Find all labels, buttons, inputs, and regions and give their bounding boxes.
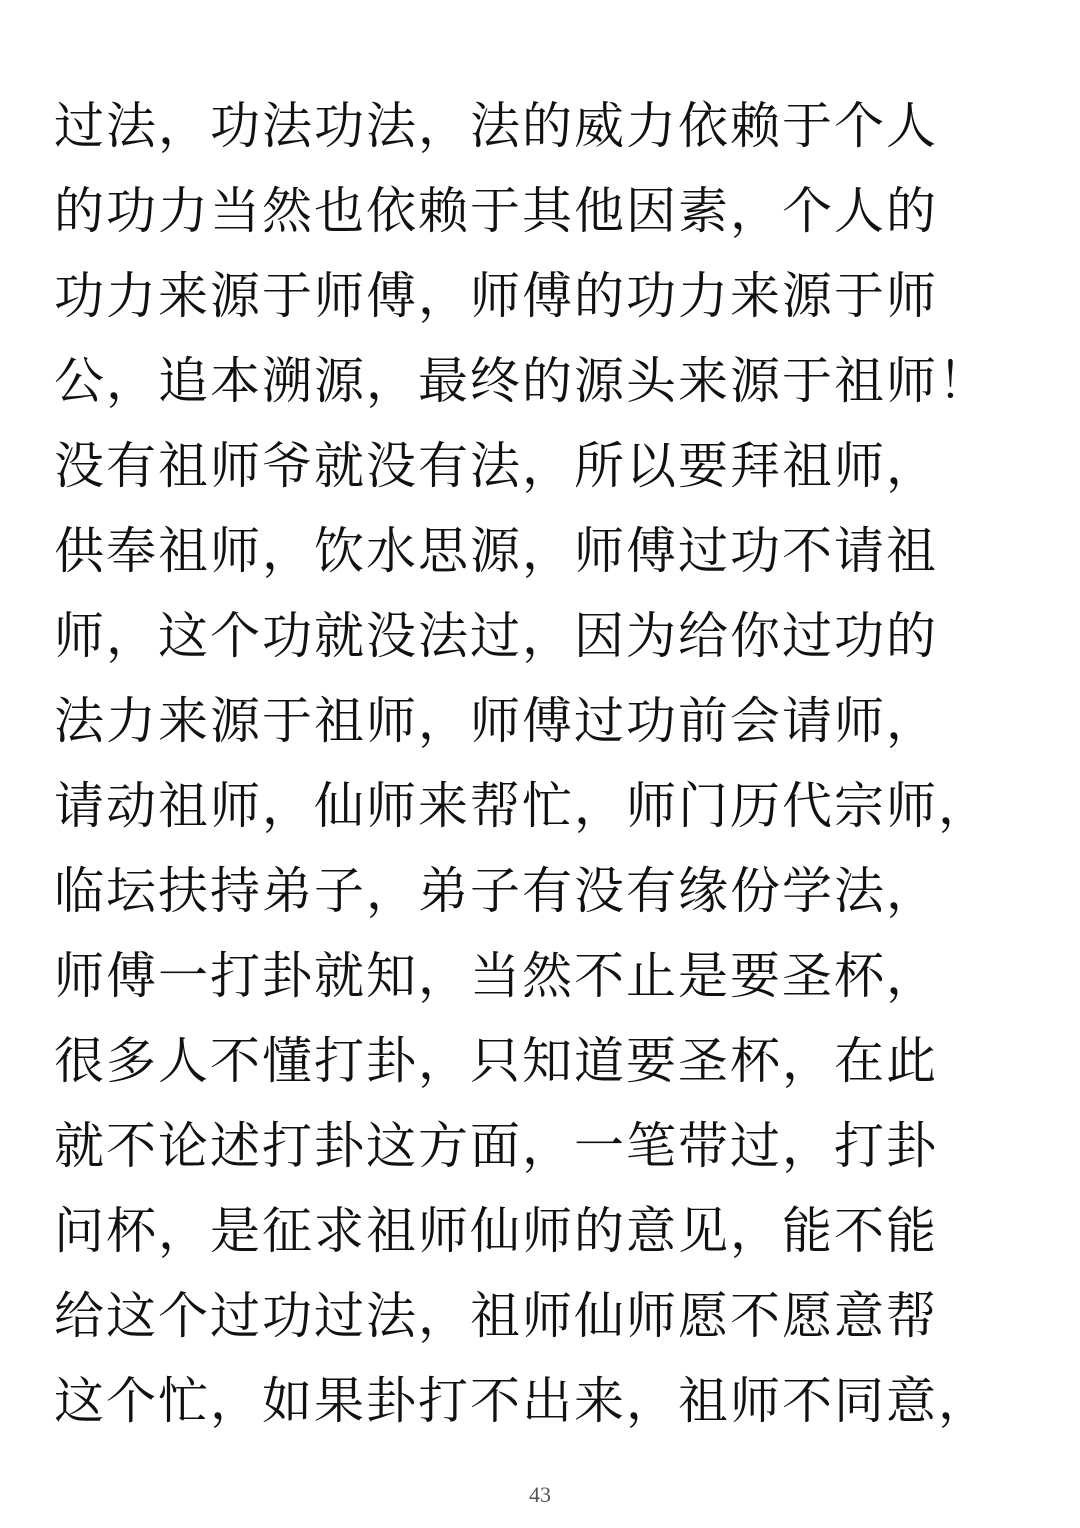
text-line: 供奉祖师，饮水思源，师傅过功不请祖 [54,522,938,580]
text-line: 这个忙，如果卦打不出来，祖师不同意， [54,1372,990,1430]
text-line: 问杯，是征求祖师仙师的意见，能不能 [54,1202,938,1260]
page-number: 43 [529,1482,551,1507]
text-line: 临坛扶持弟子，弟子有没有缘份学法， [54,862,938,920]
text-line: 功力来源于师傅，师傅的功力来源于师 [54,267,938,325]
text-line: 请动祖师，仙师来帮忙，师门历代宗师， [54,777,990,835]
text-line: 很多人不懂打卦，只知道要圣杯，在此 [54,1032,938,1090]
text-line: 没有祖师爷就没有法，所以要拜祖师， [54,437,938,495]
text-line: 给这个过功过法，祖师仙师愿不愿意帮 [54,1287,938,1345]
body-text [54,84,1014,1444]
text-line: 法力来源于祖师，师傅过功前会请师， [54,692,938,750]
text-line: 师傅一打卦就知，当然不止是要圣杯， [54,947,938,1005]
text-line: 师，这个功就没法过，因为给你过功的 [54,607,938,665]
text-line: 公，追本溯源，最终的源头来源于祖师！ [54,352,990,410]
text-line: 的功力当然也依赖于其他因素，个人的 [54,182,938,240]
text-line: 就不论述打卦这方面，一笔带过，打卦 [54,1117,938,1175]
text-line: 过法，功法功法，法的威力依赖于个人 [54,97,938,155]
